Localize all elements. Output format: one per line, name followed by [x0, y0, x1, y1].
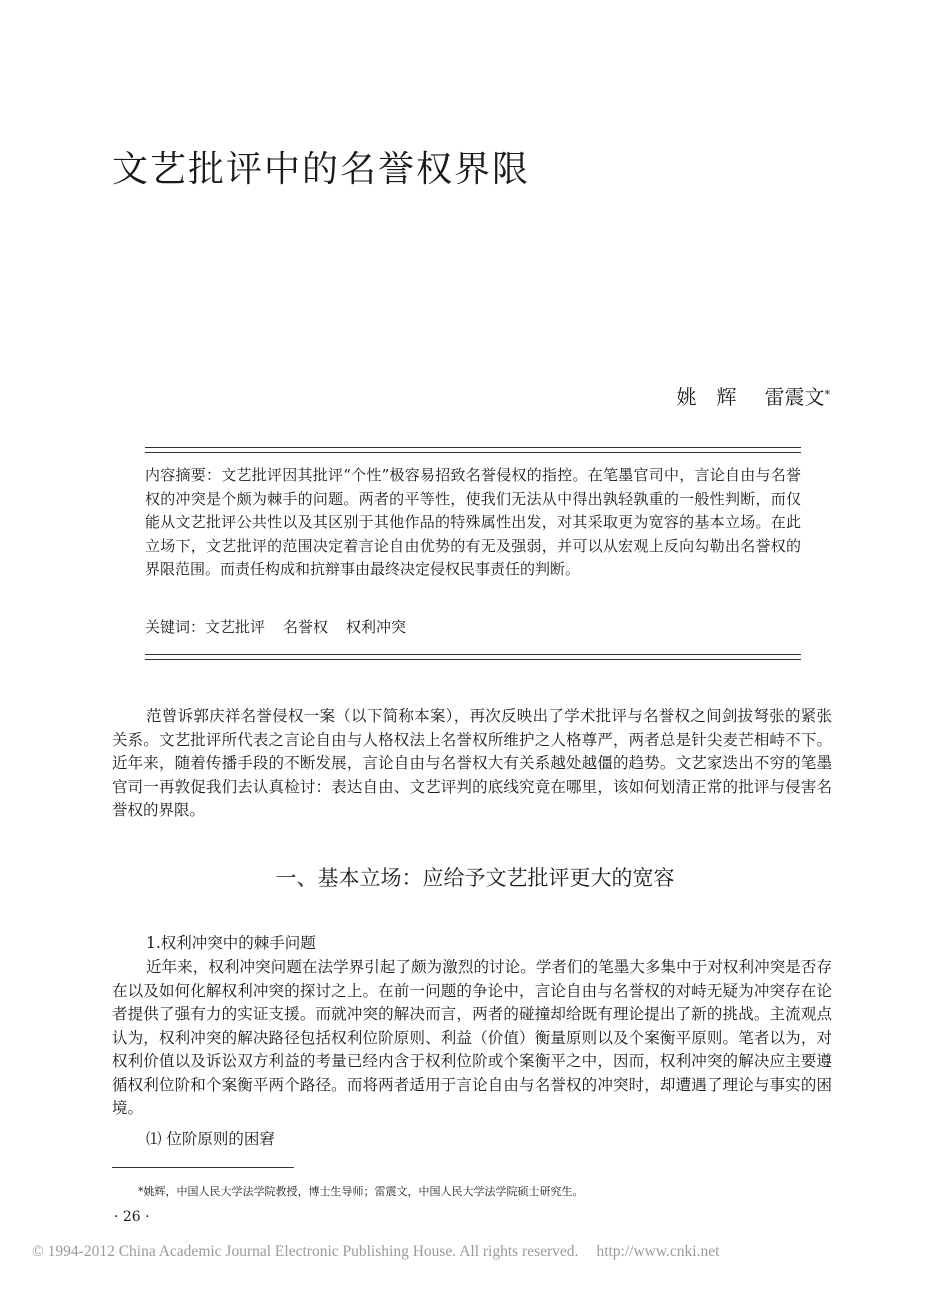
- body-paragraph: 近年来，权利冲突问题在法学界引起了颇为激烈的讨论。学者们的笔墨大多集中于对权利冲突是否存在以及如何化解权利冲突的探讨之上。在前一问题的争论中，言论自由与名誉权的对峙无疑为冲突存在论者提供了强有力的实证支援。而就冲突的解决而言，两者的碰撞却给既有理论提出了新的挑战。主流观点认为，权利冲突的解决路径包括权利位阶原则、利益（价值）衡量原则以及个案衡平原则。笔者以为，对权利价值以及诉讼双方利益的考量已经内含于权利位阶或个案衡平之中，因而，权利冲突的解决应主要遵循权利位阶和个案衡平两个路径。而将两者适用于言论自由与名誉权的冲突时，却遭遇了理论与事实的困境。: [112, 958, 832, 1117]
- keywords-line: [145, 616, 801, 639]
- intro-paragraph: 范曾诉郭庆祥名誉侵权一案（以下简称本案），再次反映出了学术批评与名誉权之间剑拔弩张的紧张关系。文艺批评所代表之言论自由与人格权法上名誉权所维护之人格尊严，两者总是针尖麦芒相峙不下。近年来，随着传播手段的不断发展，言论自由与名誉权大有关系越处越僵的趋势。文艺家迭出不穷的笔墨官司一再敦促我们去认真检讨：表达自由、文艺评判的底线究竟在哪里，该如何划清正常的批评与侵害名誉权的界限。: [112, 707, 832, 819]
- footnote-marker: *: [824, 388, 830, 401]
- keyword: 名誉权: [283, 618, 329, 636]
- page-number: · 26 ·: [114, 1209, 150, 1225]
- keywords-label: 关键词：: [145, 618, 206, 636]
- article-title: 文艺批评中的名誉权界限: [112, 149, 531, 190]
- subsection-heading: ⑴ 位阶原则的困窘: [146, 1130, 275, 1148]
- author-name: 姚 辉: [676, 385, 737, 409]
- copyright-text: © 1994-2012 China Academic Journal Electronic Publishing House. All rights reserved.: [32, 1243, 579, 1260]
- abstract-bottom-rule: [145, 654, 801, 660]
- footnote-text: *姚辉，中国人民大学法学院教授，博士生导师；雷震文，中国人民大学法学院硕士研究生。: [138, 1185, 584, 1198]
- section-heading: 一、基本立场：应给予文艺批评更大的宽容: [275, 866, 675, 890]
- keyword: 文艺批评: [205, 618, 266, 636]
- author-name: 雷震文: [764, 385, 825, 409]
- abstract-text: 内容摘要：文艺批评因其批评“个性”极容易招致名誉侵权的指控。在笔墨官司中，言论自由与名誉权的冲突是个颇为棘手的问题。两者的平等性，使我们无法从中得出孰轻孰重的一般性判断，而仅能从文艺批评公共性以及其区别于其他作品的特殊属性出发，对其采取更为宽容的基本立场。在此立场下，文艺批评的范围决定着言论自由优势的有无及强弱，并可以从宏观上反向勾勒出名誉权的界限范围。而责任构成和抗辩事由最终决定侵权民事责任的判断。: [145, 466, 801, 578]
- author-line: [677, 384, 831, 410]
- cnki-url: http://www.cnki.net: [596, 1243, 720, 1260]
- abstract-top-rule: [145, 447, 801, 453]
- footnote-rule: [112, 1167, 294, 1168]
- subsection-heading: 1.权利冲突中的棘手问题: [146, 934, 316, 952]
- keyword: 权利冲突: [346, 618, 407, 636]
- copyright-watermark: [32, 1242, 719, 1262]
